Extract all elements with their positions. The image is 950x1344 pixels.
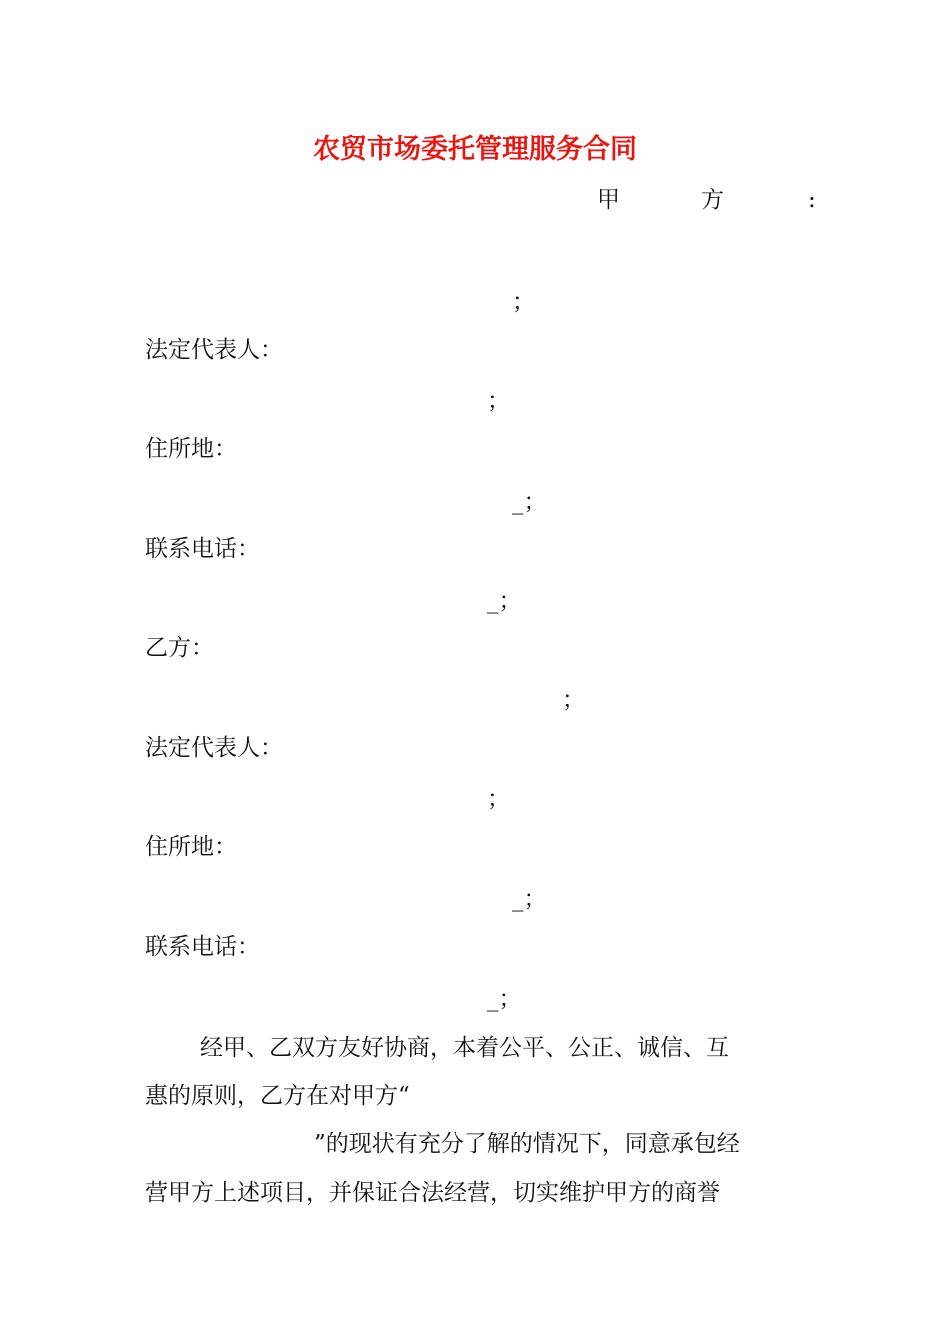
party-a-colon: : [808, 187, 816, 213]
party-a-phone-label: 联系电话： [145, 536, 260, 562]
party-b-label: 乙方： [145, 635, 214, 661]
party-b-legal-rep-label: 法定代表人： [145, 735, 283, 761]
party-b-address-label: 住所地： [145, 834, 237, 860]
blank-line-2: ； [487, 388, 510, 414]
paragraph-line-4: 营甲方上述项目，并保证合法经营，切实维护甲方的商誉 [145, 1180, 720, 1206]
party-a-legal-rep-label: 法定代表人： [145, 337, 283, 363]
paragraph-line-3: ”的现状有充分了解的情况下，同意承包经 [314, 1131, 740, 1157]
blank-line-5: ； [562, 687, 585, 713]
party-a-address-label: 住所地： [145, 436, 237, 462]
blank-line-4: _； [487, 588, 522, 614]
paragraph-line-2: 惠的原则，乙方在对甲方“ [145, 1083, 410, 1109]
blank-line-8: _； [487, 986, 522, 1012]
document-title: 农贸市场委托管理服务合同 [313, 134, 637, 165]
blank-line-6: ； [487, 786, 510, 812]
party-a-char-1: 甲 [597, 187, 620, 213]
paragraph-line-1: 经甲、乙双方友好协商，本着公平、公正、诚信、互 [200, 1035, 729, 1061]
blank-line-1: ； [512, 289, 535, 315]
blank-line-3: _； [512, 489, 547, 515]
blank-line-7: _； [512, 886, 547, 912]
party-b-phone-label: 联系电话： [145, 934, 260, 960]
party-a-char-2: 方 [701, 187, 724, 213]
